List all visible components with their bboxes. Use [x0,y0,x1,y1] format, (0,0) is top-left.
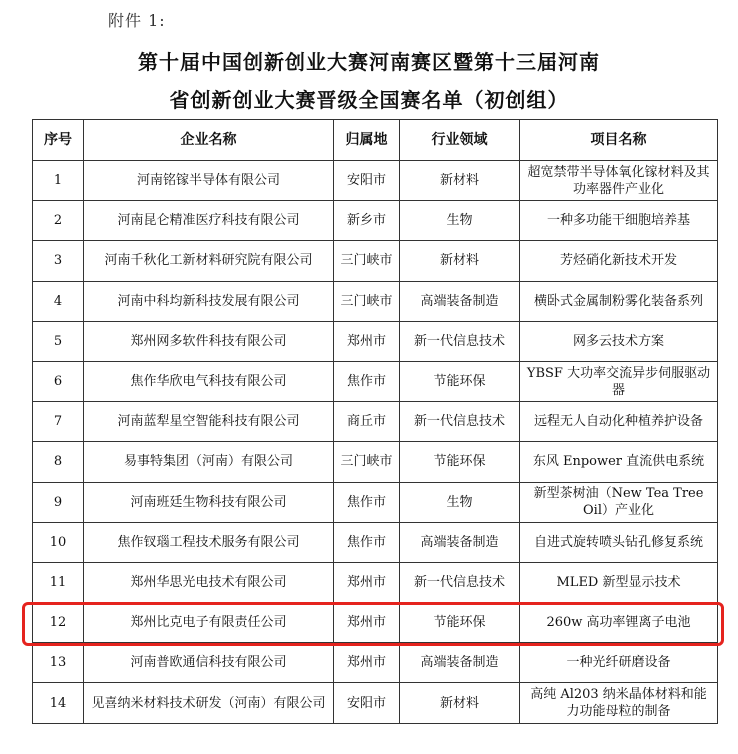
cell-industry: 新材料 [400,161,520,201]
table-row [33,281,718,321]
header-row [33,120,718,161]
header-cell-project: 项目名称 [520,120,718,161]
cell-project: 横卧式金属制粉雾化装备系列 [520,281,718,321]
table-row [33,562,718,602]
cell-project: 芳烃硝化新技术开发 [520,241,718,281]
cell-company: 焦作华欣电气科技有限公司 [84,361,334,401]
cell-location: 新乡市 [334,201,400,241]
cell-location: 焦作市 [334,361,400,401]
cell-index: 9 [33,482,84,522]
cell-company: 河南千秋化工新材料研究院有限公司 [84,241,334,281]
cell-index: 1 [33,161,84,201]
table-row [33,603,718,643]
cell-industry: 生物 [400,201,520,241]
cell-industry: 节能环保 [400,603,520,643]
cell-location: 焦作市 [334,522,400,562]
cell-project: 东风 Enpower 直流供电系统 [520,442,718,482]
cell-project: 新型茶树油（New Tea Tree Oil）产业化 [520,482,718,522]
cell-project: MLED 新型显示技术 [520,562,718,602]
table-row [33,161,718,201]
table-row [33,482,718,522]
cell-project: 高纯 Al203 纳米晶体材料和能力功能母粒的制备 [520,683,718,723]
document-title-line-1: 第十届中国创新创业大赛河南赛区暨第十三届河南 [138,50,600,74]
cell-index: 14 [33,683,84,723]
cell-company: 河南班廷生物科技有限公司 [84,482,334,522]
cell-index: 13 [33,643,84,683]
cell-project: 260w 高功率锂离子电池 [520,603,718,643]
cell-project: 自进式旋转喷头钻孔修复系统 [520,522,718,562]
cell-index: 7 [33,402,84,442]
cell-company: 郑州华思光电技术有限公司 [84,562,334,602]
cell-location: 郑州市 [334,321,400,361]
cell-index: 12 [33,603,84,643]
table-row [33,241,718,281]
cell-company: 郑州比克电子有限责任公司 [84,603,334,643]
table-body [33,161,718,724]
table-row [33,683,718,723]
cell-industry: 新一代信息技术 [400,321,520,361]
cell-location: 安阳市 [334,161,400,201]
table-row [33,442,718,482]
header-cell-index: 序号 [33,120,84,161]
cell-industry: 新材料 [400,683,520,723]
cell-project: 超宽禁带半导体氧化镓材料及其功率器件产业化 [520,161,718,201]
cell-location: 安阳市 [334,683,400,723]
table-header [33,120,718,161]
cell-location: 焦作市 [334,482,400,522]
cell-company: 郑州网多软件科技有限公司 [84,321,334,361]
cell-index: 6 [33,361,84,401]
cell-company: 河南普欧通信科技有限公司 [84,643,334,683]
cell-company: 河南中科均新科技发展有限公司 [84,281,334,321]
cell-industry: 新材料 [400,241,520,281]
cell-location: 郑州市 [334,562,400,602]
cell-index: 2 [33,201,84,241]
cell-index: 3 [33,241,84,281]
cell-industry: 高端装备制造 [400,643,520,683]
header-cell-industry: 行业领域 [400,120,520,161]
cell-index: 10 [33,522,84,562]
cell-industry: 节能环保 [400,361,520,401]
cell-location: 三门峡市 [334,442,400,482]
cell-location: 三门峡市 [334,241,400,281]
attachment-label: 附件 1: [108,11,166,30]
cell-company: 焦作钗瑙工程技术服务有限公司 [84,522,334,562]
header-cell-location: 归属地 [334,120,400,161]
cell-industry: 新一代信息技术 [400,402,520,442]
cell-location: 三门峡市 [334,281,400,321]
cell-location: 郑州市 [334,643,400,683]
cell-project: 一种多功能干细胞培养基 [520,201,718,241]
table-row [33,402,718,442]
cell-company: 易事特集团（河南）有限公司 [84,442,334,482]
table-row [33,321,718,361]
cell-industry: 生物 [400,482,520,522]
table-row [33,201,718,241]
cell-industry: 节能环保 [400,442,520,482]
cell-project: 一种光纤研磨设备 [520,643,718,683]
cell-industry: 高端装备制造 [400,522,520,562]
cell-index: 4 [33,281,84,321]
table-row [33,361,718,401]
cell-location: 商丘市 [334,402,400,442]
cell-company: 河南昆仑精准医疗科技有限公司 [84,201,334,241]
cell-industry: 新一代信息技术 [400,562,520,602]
cell-company: 河南蓝犁星空智能科技有限公司 [84,402,334,442]
cell-index: 8 [33,442,84,482]
cell-company: 河南铭镓半导体有限公司 [84,161,334,201]
cell-project: 网多云技术方案 [520,321,718,361]
cell-project: 远程无人自动化种植养护设备 [520,402,718,442]
cell-company: 见喜纳米材料技术研发（河南）有限公司 [84,683,334,723]
table-row [33,522,718,562]
cell-industry: 高端装备制造 [400,281,520,321]
table-row [33,643,718,683]
cell-index: 11 [33,562,84,602]
header-cell-company: 企业名称 [84,120,334,161]
roster-table [32,119,718,724]
cell-project: YBSF 大功率交流异步伺服驱动器 [520,361,718,401]
document-title-line-2: 省创新创业大赛晋级全国赛名单（初创组） [169,88,569,112]
cell-location: 郑州市 [334,603,400,643]
cell-index: 5 [33,321,84,361]
